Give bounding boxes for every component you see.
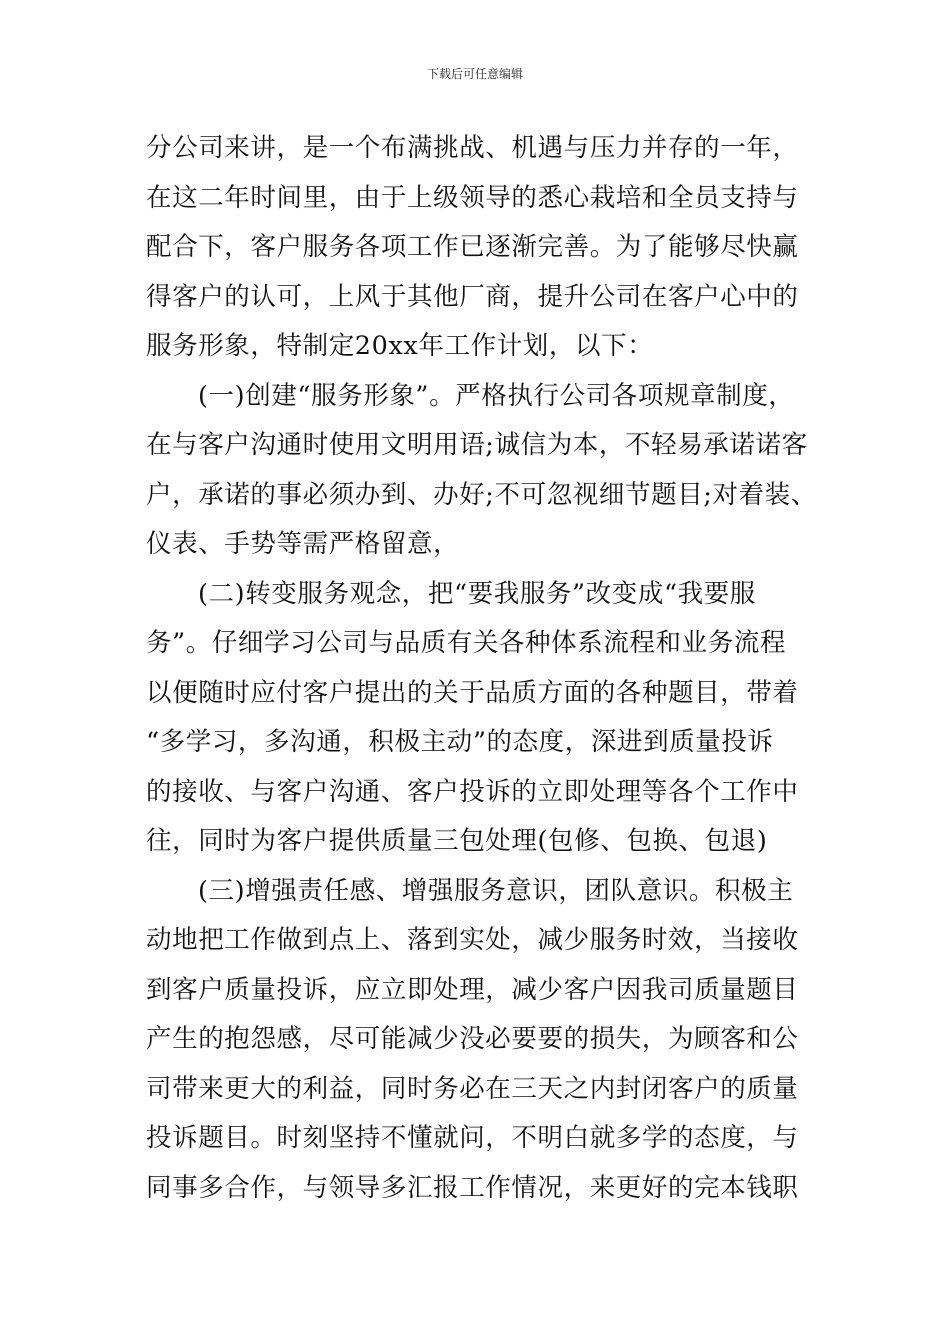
text-line: 仪表、手势等需严格留意， — [146, 529, 460, 559]
page-header: 下载后可任意编辑 — [426, 67, 523, 81]
document-body — [146, 124, 836, 1213]
paragraph-3-start: (三)增强责任感、增强服务意识，团队意识。积极主 — [198, 875, 794, 906]
text-line: 在与客户沟通时使用文明用语;诚信为本，不轻易承诺诺客 — [146, 430, 808, 460]
text-line: “多学习，多沟通，积极主动”的态度，深进到质量投诉 — [146, 727, 774, 757]
text-line: 往，同时为客户提供质量三包处理(包修、包换、包退) — [146, 826, 768, 856]
text-line: 户，承诺的事必须办到、办好;不可忽视细节题目;对着装、 — [146, 479, 817, 510]
text-line: 动地把工作做到点上、落到实处，减少服务时效，当接收 — [146, 925, 799, 955]
paragraph-1-start: (一)创建“服务形象”。严格执行公司各项规章制度， — [198, 380, 795, 411]
text-line: 产生的抱怨感，尽可能减少没必要要的损失，为顾客和公 — [146, 1024, 799, 1054]
text-line: 到客户质量投诉，应立即处理，减少客户因我司质量题目 — [146, 974, 799, 1005]
text-line: 投诉题目。时刻坚持不懂就问，不明白就多学的态度，与 — [146, 1123, 799, 1153]
text-line: 务”。仔细学习公司与品质有关各种体系流程和业务流程 — [146, 628, 787, 658]
text-line: 配合下，客户服务各项工作已逐渐完善。为了能够尽快赢 — [146, 232, 799, 262]
text-line: 在这二年时间里，由于上级领导的悉心栽培和全员支持与 — [146, 182, 799, 213]
text-line: 得客户的认可，上风于其他厂商，提升公司在客户心中的 — [146, 281, 799, 312]
text-line: 分公司来讲，是一个布满挑战、机遇与压力并存的一年， — [146, 133, 799, 163]
text-line: 司带来更大的利益，同时务必在三天之内封闭客户的质量 — [146, 1073, 799, 1104]
text-line: 以便随时应付客户提出的关于品质方面的各种题目，带着 — [146, 677, 799, 708]
text-line: 同事多合作，与领导多汇报工作情况，来更好的完本钱职 — [146, 1172, 799, 1203]
text-line: 服务形象，特制定20xx年工作计划，以下： — [146, 331, 654, 361]
text-line: 的接收、与客户沟通、客户投诉的立即处理等各个工作中 — [146, 776, 799, 807]
paragraph-2-start: (二)转变服务观念，把“要我服务”改变成“我要服 — [198, 578, 756, 609]
